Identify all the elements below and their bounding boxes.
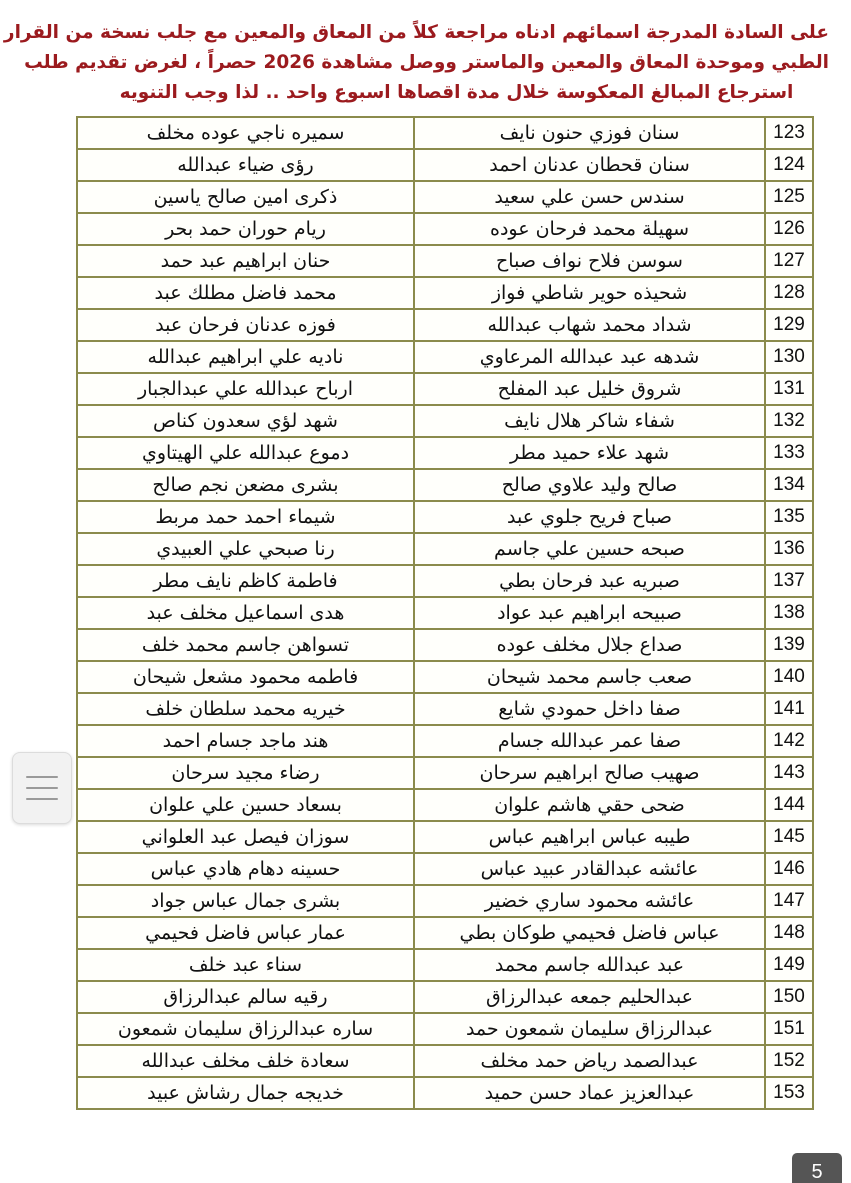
person-name-companion: رؤى ضياء عبدالله <box>77 149 414 181</box>
row-number: 143 <box>765 757 813 789</box>
person-name-companion: بشرى جمال عباس جواد <box>77 885 414 917</box>
person-name-primary: شدهه عبد عبدالله المرعاوي <box>414 341 765 373</box>
row-number: 151 <box>765 1013 813 1045</box>
table-row <box>77 501 813 533</box>
row-number: 137 <box>765 565 813 597</box>
person-name-primary: ضحى حقي هاشم علوان <box>414 789 765 821</box>
person-name-primary: عبدالرزاق سليمان شمعون حمد <box>414 1013 765 1045</box>
table-row <box>77 949 813 981</box>
person-name-companion: بسعاد حسين علي علوان <box>77 789 414 821</box>
row-number: 146 <box>765 853 813 885</box>
table-row <box>77 341 813 373</box>
person-name-primary: صفا داخل حمودي شايع <box>414 693 765 725</box>
row-number: 132 <box>765 405 813 437</box>
person-name-primary: صعب جاسم محمد شيحان <box>414 661 765 693</box>
row-number: 136 <box>765 533 813 565</box>
menu-lines-icon <box>26 776 58 778</box>
table-row <box>77 117 813 149</box>
person-name-primary: صفا عمر عبدالله جسام <box>414 725 765 757</box>
row-number: 129 <box>765 309 813 341</box>
person-name-companion: حنان ابراهيم عبد حمد <box>77 245 414 277</box>
table-row <box>77 405 813 437</box>
person-name-primary: صداع جلال مخلف عوده <box>414 629 765 661</box>
person-name-companion: سوزان فيصل عبد العلواني <box>77 821 414 853</box>
table-row <box>77 181 813 213</box>
menu-lines-icon <box>26 787 58 789</box>
person-name-companion: ساره عبدالرزاق سليمان شمعون <box>77 1013 414 1045</box>
person-name-primary: عائشه محمود ساري خضير <box>414 885 765 917</box>
person-name-primary: شحيذه حوير شاطي فواز <box>414 277 765 309</box>
table-row <box>77 757 813 789</box>
menu-lines-icon <box>26 798 58 800</box>
person-name-companion: رضاء مجيد سرحان <box>77 757 414 789</box>
person-name-companion: سناء عبد خلف <box>77 949 414 981</box>
person-name-companion: عمار عباس فاضل فحيمي <box>77 917 414 949</box>
row-number: 141 <box>765 693 813 725</box>
person-name-primary: سهيلة محمد فرحان عوده <box>414 213 765 245</box>
person-name-primary: سندس حسن علي سعيد <box>414 181 765 213</box>
page-number-badge: 5 <box>792 1153 842 1183</box>
person-name-companion: هدى اسماعيل مخلف عبد <box>77 597 414 629</box>
table-row <box>77 981 813 1013</box>
person-name-primary: صهيب صالح ابراهيم سرحان <box>414 757 765 789</box>
table-row <box>77 917 813 949</box>
row-number: 152 <box>765 1045 813 1077</box>
person-name-primary: عبدالعزيز عماد حسن حميد <box>414 1077 765 1109</box>
table-row <box>77 885 813 917</box>
row-number: 131 <box>765 373 813 405</box>
table-row <box>77 245 813 277</box>
row-number: 142 <box>765 725 813 757</box>
notice-line-1: على السادة المدرجة اسمائهم ادناه مراجعة كلاً من المعاق والمعين مع جلب نسخة من القرار <box>3 22 829 43</box>
table-row <box>77 309 813 341</box>
row-number: 126 <box>765 213 813 245</box>
names-table-body <box>77 117 813 1109</box>
table-row <box>77 469 813 501</box>
person-name-companion: هند ماجد جسام احمد <box>77 725 414 757</box>
row-number: 149 <box>765 949 813 981</box>
person-name-primary: شروق خليل عبد المفلح <box>414 373 765 405</box>
row-number: 123 <box>765 117 813 149</box>
person-name-companion: تسواهن جاسم محمد خلف <box>77 629 414 661</box>
table-row <box>77 853 813 885</box>
person-name-primary: صبريه عبد فرحان بطي <box>414 565 765 597</box>
person-name-companion: رقيه سالم عبدالرزاق <box>77 981 414 1013</box>
person-name-companion: ناديه علي ابراهيم عبدالله <box>77 341 414 373</box>
row-number: 130 <box>765 341 813 373</box>
row-number: 134 <box>765 469 813 501</box>
person-name-primary: عبدالحليم جمعه عبدالرزاق <box>414 981 765 1013</box>
person-name-companion: ذكرى امين صالح ياسين <box>77 181 414 213</box>
notice-line-3: استرجاع المبالغ المعكوسة خلال مدة اقصاها اسبوع واحد .. لذا وجب التنويه <box>119 82 794 103</box>
person-name-companion: شهد لؤي سعدون كناص <box>77 405 414 437</box>
table-row <box>77 373 813 405</box>
person-name-companion: حسينه دهام هادي عباس <box>77 853 414 885</box>
row-number: 144 <box>765 789 813 821</box>
side-menu-handle[interactable] <box>12 752 72 824</box>
notice-line-2: الطبي وموحدة المعاق والمعين والماستر ووصل مشاهدة 2026 حصراً ، لغرض تقديم طلب <box>24 52 829 73</box>
person-name-companion: شيماء احمد حمد مربط <box>77 501 414 533</box>
person-name-companion: فوزه عدنان فرحان عبد <box>77 309 414 341</box>
table-row <box>77 149 813 181</box>
person-name-companion: خديجه جمال رشاش عبيد <box>77 1077 414 1109</box>
row-number: 128 <box>765 277 813 309</box>
row-number: 125 <box>765 181 813 213</box>
person-name-primary: عباس فاضل فحيمي طوكان بطي <box>414 917 765 949</box>
person-name-primary: سنان فوزي حنون نايف <box>414 117 765 149</box>
table-row <box>77 725 813 757</box>
row-number: 147 <box>765 885 813 917</box>
person-name-primary: صباح فريح جلوي عبد <box>414 501 765 533</box>
row-number: 139 <box>765 629 813 661</box>
row-number: 135 <box>765 501 813 533</box>
row-number: 124 <box>765 149 813 181</box>
person-name-companion: فاطمة كاظم نايف مطر <box>77 565 414 597</box>
person-name-companion: سعادة خلف مخلف عبدالله <box>77 1045 414 1077</box>
names-table <box>76 116 814 1110</box>
person-name-primary: عبد عبدالله جاسم محمد <box>414 949 765 981</box>
row-number: 127 <box>765 245 813 277</box>
person-name-primary: صالح وليد علاوي صالح <box>414 469 765 501</box>
person-name-primary: شفاء شاكر هلال نايف <box>414 405 765 437</box>
person-name-primary: طيبه عباس ابراهيم عباس <box>414 821 765 853</box>
row-number: 153 <box>765 1077 813 1109</box>
person-name-companion: خيريه محمد سلطان خلف <box>77 693 414 725</box>
person-name-companion: محمد فاضل مطلك عبد <box>77 277 414 309</box>
row-number: 145 <box>765 821 813 853</box>
table-row <box>77 277 813 309</box>
person-name-primary: سوسن فلاح نواف صباح <box>414 245 765 277</box>
row-number: 140 <box>765 661 813 693</box>
table-row <box>77 213 813 245</box>
person-name-primary: سنان قحطان عدنان احمد <box>414 149 765 181</box>
table-row <box>77 597 813 629</box>
notice-heading <box>3 18 829 108</box>
person-name-companion: ارباح عبدالله علي عبدالجبار <box>77 373 414 405</box>
person-name-primary: عائشه عبدالقادر عبيد عباس <box>414 853 765 885</box>
row-number: 138 <box>765 597 813 629</box>
table-row <box>77 1045 813 1077</box>
person-name-companion: دموع عبدالله علي الهيتاوي <box>77 437 414 469</box>
person-name-companion: ريام حوران حمد بحر <box>77 213 414 245</box>
table-row <box>77 821 813 853</box>
person-name-companion: فاطمه محمود مشعل شيحان <box>77 661 414 693</box>
row-number: 150 <box>765 981 813 1013</box>
person-name-primary: شداد محمد شهاب عبدالله <box>414 309 765 341</box>
table-row <box>77 565 813 597</box>
person-name-primary: صبحه حسين علي جاسم <box>414 533 765 565</box>
person-name-primary: عبدالصمد رياض حمد مخلف <box>414 1045 765 1077</box>
table-row <box>77 629 813 661</box>
table-row <box>77 533 813 565</box>
table-row <box>77 1077 813 1109</box>
person-name-companion: رنا صبحي علي العبيدي <box>77 533 414 565</box>
person-name-primary: شهد علاء حميد مطر <box>414 437 765 469</box>
row-number: 148 <box>765 917 813 949</box>
person-name-companion: بشرى مضعن نجم صالح <box>77 469 414 501</box>
person-name-companion: سميره ناجي عوده مخلف <box>77 117 414 149</box>
row-number: 133 <box>765 437 813 469</box>
table-row <box>77 789 813 821</box>
table-row <box>77 693 813 725</box>
table-row <box>77 437 813 469</box>
table-row <box>77 661 813 693</box>
table-row <box>77 1013 813 1045</box>
person-name-primary: صبيحه ابراهيم عبد عواد <box>414 597 765 629</box>
